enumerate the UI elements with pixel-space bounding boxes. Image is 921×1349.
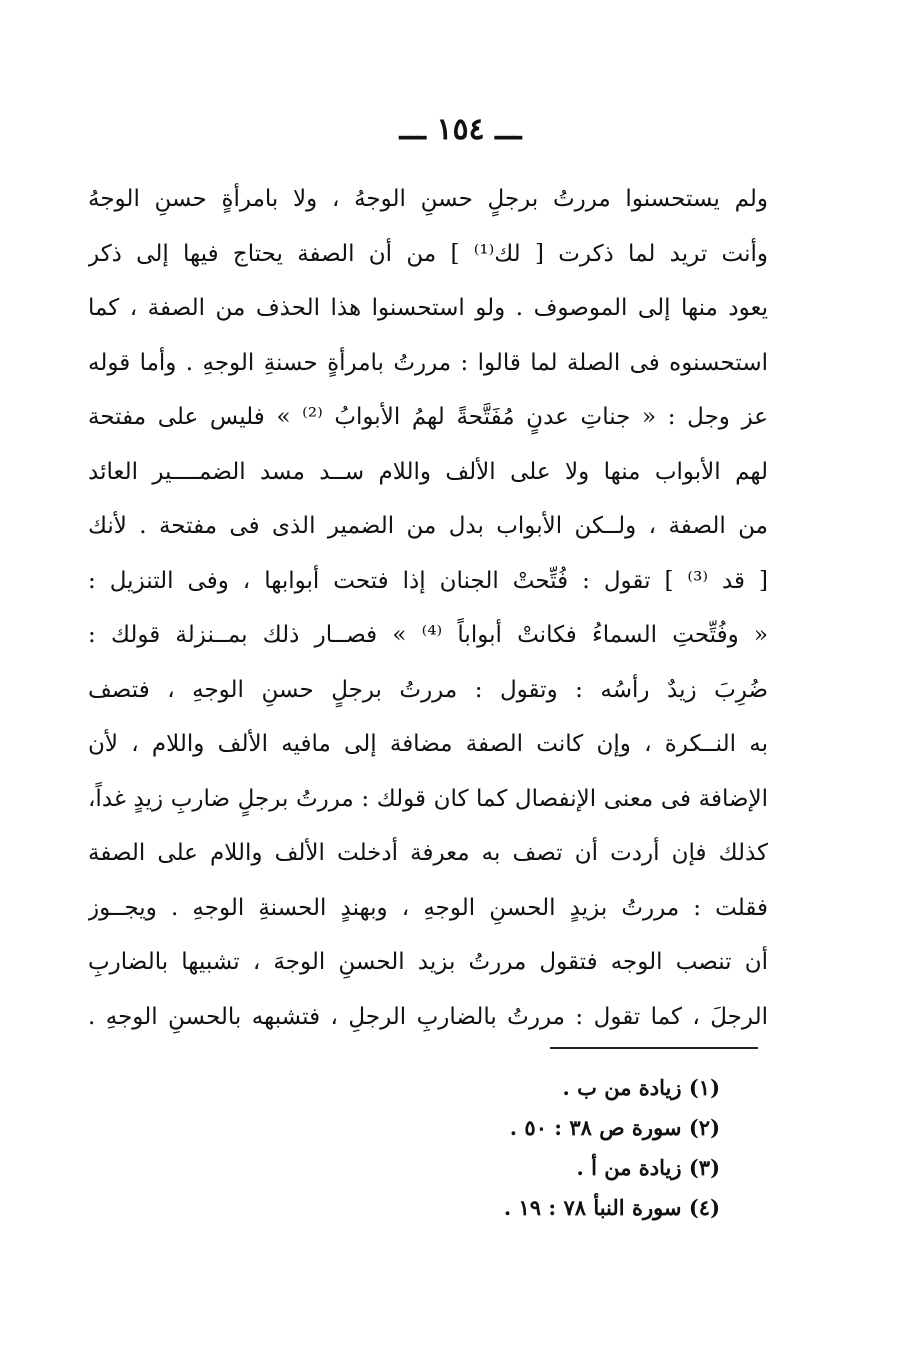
text-line: الإضافة فى معنى الإنفصال كما كان قولك : مررتُ برجلٍ ضاربِ زيدٍ غداً، xyxy=(88,785,768,812)
text-line: يعود منها إلى الموصوف . ولو استحسنوا هذا الحذف من الصفة ، كما xyxy=(88,295,768,321)
text-line: به النــكرة ، وإن كانت الصفة مضافة إلى مافيه الألف واللام ، لأن xyxy=(88,731,768,757)
text-line: وأنت تريد لما ذكرت [ لك⁽¹⁾ ] من أن الصفة يحتاج فيها إلى ذكر xyxy=(88,240,768,267)
text-line: كذلك فإن أردت أن تصف به معرفة أدخلت الألف واللام على الصفة xyxy=(88,840,768,866)
text-line: « وفُتِّحتِ السماءُ فكانتْ أبواباً ⁽⁴⁾ » فصــار ذلك بمــنزلة قولك : xyxy=(88,622,768,648)
footnotes xyxy=(420,1068,720,1228)
text-line: عز وجل : « جناتِ عدنٍ مُفَتَّحةً لهمُ الأبوابُ ⁽²⁾ » فليس على مفتحة xyxy=(88,404,768,430)
text-line: ولم يستحسنوا مررتُ برجلٍ حسنِ الوجهُ ، ولا بامرأةٍ حسنِ الوجهُ xyxy=(88,186,768,212)
text-line: فقلت : مررتُ بزيدٍ الحسنِ الوجهِ ، وبهندٍ الحسنةِ الوجهِ . ويجــوز xyxy=(88,894,768,921)
footnote-divider xyxy=(550,1047,758,1049)
text-line: أن تنصب الوجه فتقول مررتُ بزيد الحسنِ الوجهَ ، تشبيها بالضاربِ xyxy=(88,949,768,975)
text-line: لهم الأبواب منها ولا على الألف واللام ســد مسد الضمــــير العائد xyxy=(88,458,768,485)
body-text xyxy=(88,172,768,1044)
text-line: ضُرِبَ زيدٌ رأسُه : وتقول : مررتُ برجلٍ حسنِ الوجهِ ، فتصف xyxy=(88,676,768,703)
text-line: استحسنوه فى الصلة لما قالوا : مررتُ بامرأةٍ حسنةِ الوجهِ . وأما قوله xyxy=(88,349,768,376)
text-line: [ قد ⁽³⁾ ] تقول : فُتِّحتْ الجنان إذا فتحت أبوابها ، وفى التنزيل : xyxy=(88,567,768,594)
text-line: من الصفة ، ولــكن الأبواب بدل من الضمير الذى فى مفتحة . لأنك xyxy=(88,513,768,539)
footnote: (١) زيادة من ب . xyxy=(562,1075,720,1100)
page-number: ـــ ١٥٤ ـــ xyxy=(399,112,522,147)
footnote: (٤) سورة النبأ ٧٨ : ١٩ . xyxy=(503,1195,720,1220)
text-line: الرجلَ ، كما تقول : مررتُ بالضاربِ الرجلِ ، فتشبهه بالحسنِ الوجهِ . xyxy=(88,1003,768,1030)
footnote: (٢) سورة ص ٣٨ : ٥٠ . xyxy=(509,1115,720,1140)
footnote: (٣) زيادة من أ . xyxy=(576,1155,720,1180)
